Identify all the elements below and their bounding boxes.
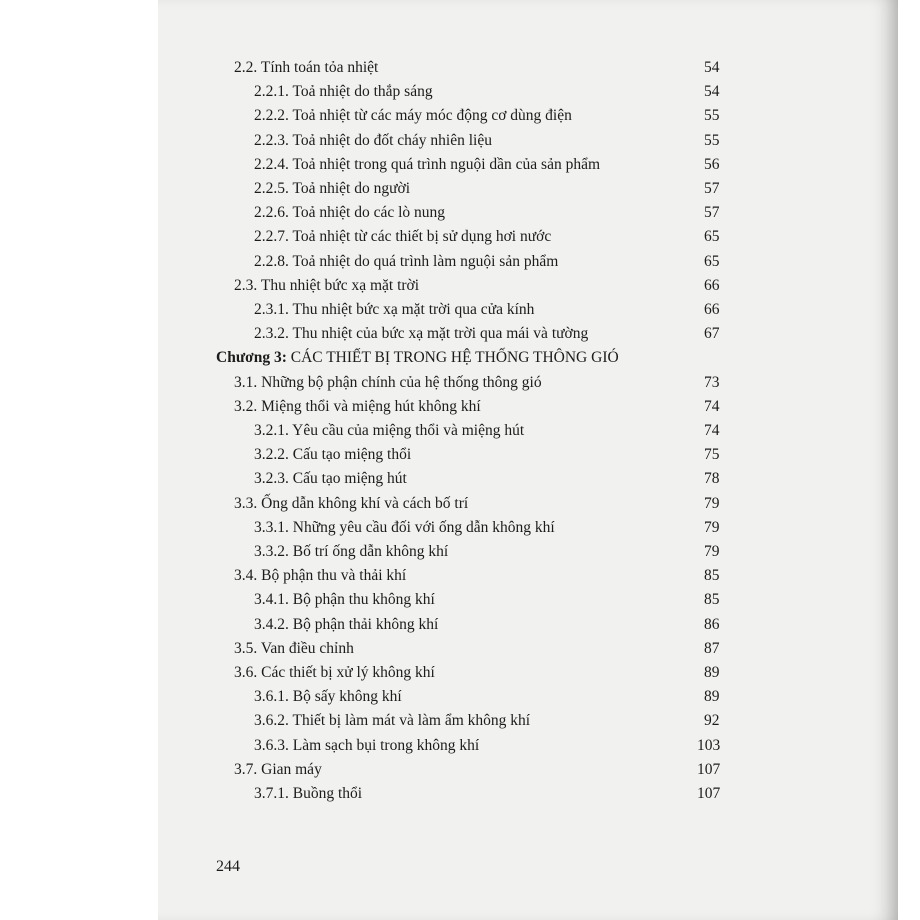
toc-entry-title: 3.3.2. Bố trí ống dẫn không khí — [254, 543, 449, 560]
toc-entry-page: 107 — [697, 760, 721, 778]
toc-row — [254, 153, 720, 177]
toc-chapter-row — [216, 346, 720, 370]
toc-entry-title: 3.4. Bộ phận thu và thải khí — [234, 567, 407, 585]
toc-entry-page: 103 — [697, 736, 721, 754]
toc-entry-title: 2.2.6. Toả nhiệt do các lò nung — [254, 204, 446, 222]
toc-entry-page: 79 — [704, 518, 720, 536]
toc-entry-title: 2.2.4. Toả nhiệt trong quá trình nguội dần của sản phẩm — [254, 155, 601, 173]
toc-entry-page: 54 — [704, 83, 720, 101]
toc-entry-title: 3.6. Các thiết bị xử lý không khí — [234, 664, 435, 681]
toc-entry-title: 3.7. Gian máy — [234, 760, 322, 778]
toc-entry-title: 3.4.2. Bộ phận thải không khí — [254, 615, 439, 633]
toc-row — [254, 467, 720, 491]
toc-entry-page: 85 — [704, 567, 720, 585]
toc-entry-page: 87 — [704, 639, 720, 657]
toc-row — [254, 540, 720, 564]
toc-row — [254, 782, 720, 806]
toc-entry-title: 2.3.2. Thu nhiệt của bức xạ mặt trời qua mái và tường — [254, 325, 589, 343]
toc-row — [254, 80, 720, 104]
toc-entry-title: 3.6.3. Làm sạch bụi trong không khí — [254, 736, 480, 754]
toc-row — [254, 129, 720, 153]
toc-entry-page: 57 — [704, 204, 720, 222]
toc-row — [254, 685, 720, 709]
toc-row — [254, 177, 720, 201]
toc-entry-title: 3.2.1. Yêu cầu của miệng thổi và miệng hút — [254, 422, 525, 439]
toc-entry-title: 3.6.2. Thiết bị làm mát và làm ẩm không khí — [254, 712, 531, 730]
toc-entry-page: 89 — [704, 664, 720, 681]
chapter-number: Chương 3: — [216, 349, 287, 367]
toc-row — [254, 613, 720, 637]
toc-entry-title: 3.2.3. Cấu tạo miệng hút — [254, 470, 407, 488]
toc-entry-title: 3.3. Ống dẫn không khí và cách bố trí — [234, 494, 469, 512]
toc-entry-page: 74 — [704, 397, 720, 415]
toc-row — [254, 322, 720, 346]
toc-entry-page: 78 — [704, 470, 720, 488]
toc-row — [254, 443, 720, 467]
toc-row — [254, 419, 720, 443]
toc-row — [234, 492, 720, 516]
toc-entry-title: 3.2.2. Cấu tạo miệng thổi — [254, 446, 412, 464]
toc-entry-page: 75 — [704, 446, 720, 464]
toc-entry-page: 85 — [704, 591, 720, 609]
toc-row — [254, 225, 720, 249]
toc-entry-title: 2.2.1. Toả nhiệt do thắp sáng — [254, 83, 433, 101]
toc-row — [254, 516, 720, 540]
toc-entry-title: 3.4.1. Bộ phận thu không khí — [254, 591, 435, 609]
page-number: 244 — [216, 858, 240, 875]
toc-entry-title: 2.3.1. Thu nhiệt bức xạ mặt trời qua cửa kính — [254, 301, 535, 318]
toc-entry-page: 67 — [704, 325, 720, 343]
toc-entry-page: 74 — [704, 422, 720, 439]
toc-entry-page: 56 — [704, 155, 720, 173]
toc-row — [234, 274, 720, 298]
toc-entry-title: 3.2. Miệng thổi và miệng hút không khí — [234, 397, 481, 415]
toc-entry-page: 79 — [704, 494, 720, 512]
toc-entry-title: 3.7.1. Buồng thổi — [254, 785, 363, 802]
toc-row — [234, 564, 720, 588]
toc-entry-page: 55 — [704, 131, 720, 149]
toc-entry-title: 2.2.5. Toả nhiệt do người — [254, 180, 411, 197]
toc-entry-page: 92 — [704, 712, 720, 730]
toc-entry-page: 86 — [704, 615, 720, 633]
toc-entry-page: 65 — [704, 228, 720, 246]
toc-entry-page: 79 — [704, 543, 720, 560]
toc-entry-page: 89 — [704, 688, 720, 706]
toc-entry-page: 107 — [697, 785, 721, 802]
toc-row — [254, 201, 720, 225]
toc-row — [254, 104, 720, 128]
toc-entry-title: 2.2.2. Toả nhiệt từ các máy móc động cơ dùng điện — [254, 107, 572, 125]
table-of-contents — [158, 0, 898, 920]
toc-entry-title: 2.2.8. Toả nhiệt do quá trình làm nguội sản phẩm — [254, 252, 559, 270]
toc-row — [254, 709, 720, 733]
toc-entry-title: 3.1. Những bộ phận chính của hệ thống thông gió — [234, 373, 542, 391]
toc-row — [254, 734, 720, 758]
toc-entry-page: 66 — [704, 301, 720, 318]
toc-entry-page: 73 — [704, 373, 720, 391]
toc-row — [234, 56, 720, 80]
toc-entry-title: 2.3. Thu nhiệt bức xạ mặt trời — [234, 276, 420, 294]
toc-row — [234, 661, 720, 685]
toc-row — [254, 250, 720, 274]
book-page — [158, 0, 898, 920]
toc-entry-title: 3.3.1. Những yêu cầu đối với ống dẫn không khí — [254, 518, 555, 536]
toc-entry-title: 2.2. Tính toán tỏa nhiệt — [234, 59, 379, 76]
toc-row — [234, 371, 720, 395]
toc-entry-page: 54 — [704, 59, 720, 76]
toc-row — [254, 588, 720, 612]
chapter-title: CÁC THIẾT BỊ TRONG HỆ THỐNG THÔNG GIÓ — [286, 349, 619, 367]
toc-row — [254, 298, 720, 322]
toc-entry-title: 3.6.1. Bộ sấy không khí — [254, 688, 402, 706]
toc-entry-title: 3.5. Van điều chỉnh — [234, 639, 354, 657]
toc-row — [234, 637, 720, 661]
toc-entry-title — [216, 346, 619, 370]
toc-entry-page: 65 — [704, 252, 720, 270]
toc-entry-page: 55 — [704, 107, 720, 125]
toc-entry-page: 66 — [704, 276, 720, 294]
toc-entry-title: 2.2.7. Toả nhiệt từ các thiết bị sử dụng hơi nước — [254, 228, 552, 246]
toc-row — [234, 395, 720, 419]
toc-entry-title: 2.2.3. Toả nhiệt do đốt cháy nhiên liệu — [254, 131, 492, 149]
toc-entry-page: 57 — [704, 180, 720, 197]
toc-row — [234, 758, 720, 782]
